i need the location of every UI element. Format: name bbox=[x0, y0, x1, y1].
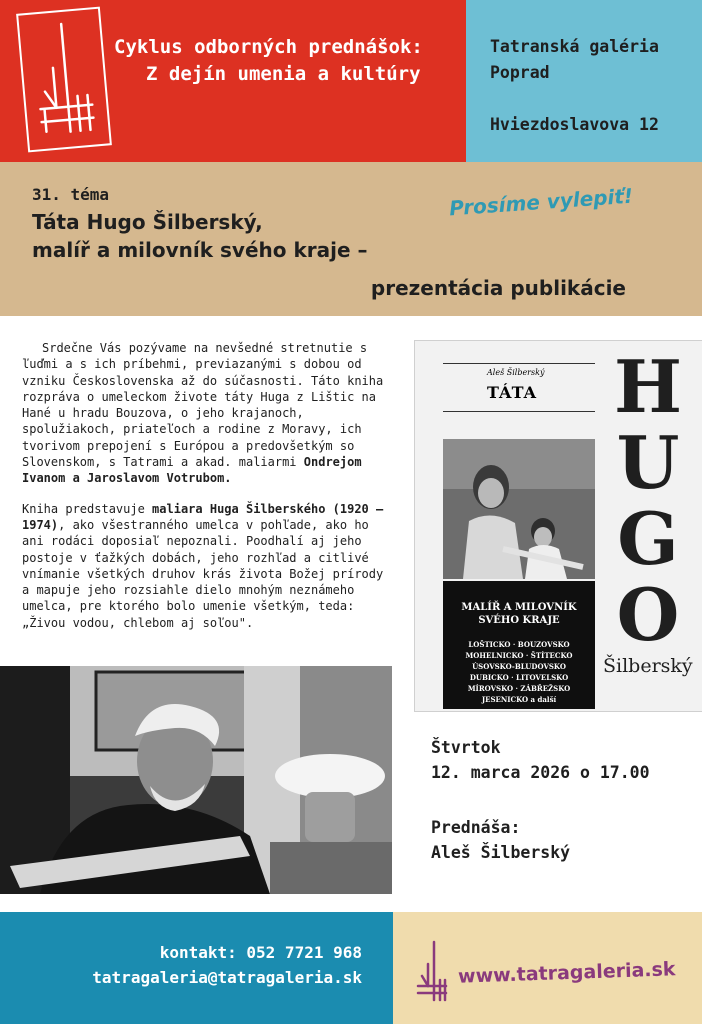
contact-email[interactable]: tatragaleria@tatragaleria.sk bbox=[92, 968, 362, 987]
paragraph-2-text-end: , ako všestranného umelca v pohľade, ako ho ani rodáci doposiaľ nepoznali. Poodhalí aj jeho postoje v ťažkých dobách, jeho rozhľad a citlivé vnímanie všetkých druhov krás života Božej prírody a mapuje jeho rozsiahle dielo mnohým neznámeho umelca, pre ktorého bolo umenie všetkým, teda: „Živou vodou, chlebom aj soľou". bbox=[22, 517, 384, 630]
event-datetime bbox=[431, 735, 650, 785]
lecture-series-title bbox=[114, 34, 423, 88]
book-title-hugo bbox=[593, 344, 702, 657]
contact-phone[interactable]: kontakt: 052 7721 968 bbox=[159, 943, 362, 962]
book-region-3: ÚSOVSKO-BLUDOVSKO bbox=[472, 662, 566, 671]
book-region-6: JESENICKO a další bbox=[481, 695, 557, 704]
gallery-logo-icon bbox=[414, 940, 450, 1004]
event-day: Štvrtok bbox=[431, 738, 501, 757]
book-author: Aleš Šilberský bbox=[487, 368, 545, 377]
book-subtitle-2: SVÉHO KRAJE bbox=[478, 615, 560, 626]
series-line-2: Z dejín umenia a kultúry bbox=[146, 63, 421, 85]
hugo-letter-g: G bbox=[617, 496, 679, 581]
paragraph-2-bold: maliara Huga Šilberského (1920 – 1974) bbox=[22, 501, 384, 532]
gallery-address: Hviezdoslavova 12 bbox=[490, 115, 659, 134]
paragraph-1 bbox=[22, 340, 394, 487]
contact-info bbox=[92, 940, 362, 990]
hugo-letter-u: U bbox=[616, 420, 680, 505]
event-speaker bbox=[431, 815, 570, 865]
book-rule-bottom bbox=[443, 411, 595, 412]
footer-logo bbox=[414, 940, 450, 1004]
paragraph-1-bold: Ondrejom Ivanom a Jaroslavom Votrubom. bbox=[22, 455, 362, 486]
paragraph-2 bbox=[22, 501, 394, 631]
topic-title bbox=[32, 208, 368, 264]
book-surname: Šilberský bbox=[603, 655, 693, 677]
portrait-illustration bbox=[0, 666, 392, 894]
book-regions bbox=[443, 639, 595, 705]
book-region-2: MOHELNICKO · ŠTÍTECKO bbox=[465, 651, 573, 660]
speaker-name: Aleš Šilberský bbox=[431, 843, 571, 862]
book-subtitle-1: MALÍŘ A MILOVNÍK bbox=[461, 602, 577, 613]
logo-icon bbox=[18, 9, 109, 150]
speaker-label: Prednáša: bbox=[431, 818, 521, 837]
cover-photo-illustration bbox=[443, 439, 595, 579]
topic-title-line-1: Táta Hugo Šilberský, bbox=[32, 210, 263, 234]
topic-subtitle: prezentácia publikácie bbox=[370, 276, 626, 300]
book-cover-image bbox=[414, 340, 702, 712]
invitation-text bbox=[22, 340, 394, 645]
paragraph-2-text-start: Kniha predstavuje bbox=[22, 501, 153, 516]
paragraph-1-text: Srdečne Vás pozývame na nevšedné stretnutie s ľuďmi a s ich príbehmi, previazanými s dobou od vzniku Československa až do súčasnosti. Táto kniha rozpráva o umeleckom živote táty Huga z Lištic na Hané u hradu Bouzova, o jeho krajanoch, spolužiakoch, priateľoch a rodine z Moravy, ich tvorivom prepojení s Európou a predovšetkým so Slovenskom, s Tatrami a akad. maliarmi bbox=[22, 341, 384, 470]
book-cover-photo bbox=[443, 439, 595, 579]
gallery-info bbox=[490, 34, 659, 138]
book-region-4: DUBICKO · LITOVELSKO bbox=[469, 673, 569, 682]
book-subtitle bbox=[443, 601, 595, 627]
book-rule-top bbox=[443, 363, 595, 364]
book-region-5: MÍROVSKO · ZÁBŘEŽSKO bbox=[467, 684, 571, 693]
hugo-letter-o: O bbox=[616, 572, 680, 657]
gallery-logo bbox=[16, 7, 112, 153]
artist-portrait-photo bbox=[0, 666, 392, 894]
please-post-stamp: Prosíme vylepiť! bbox=[448, 183, 634, 221]
header-red-panel bbox=[0, 0, 466, 162]
book-title-word: TÁTA bbox=[487, 383, 538, 402]
series-line-1: Cyklus odborných prednášok: bbox=[114, 36, 423, 58]
gallery-name-1: Tatranská galéria bbox=[490, 37, 659, 56]
book-cover-text-panel bbox=[443, 581, 595, 709]
topic-number: 31. téma bbox=[32, 185, 110, 204]
topic-title-line-2: malíř a milovník svého kraje – bbox=[32, 238, 368, 262]
event-date-time: 12. marca 2026 o 17.00 bbox=[431, 763, 650, 782]
website-link[interactable]: www.tatragaleria.sk bbox=[457, 958, 676, 988]
gallery-name-2: Poprad bbox=[490, 63, 550, 82]
hugo-letter-h: H bbox=[613, 344, 683, 429]
book-region-1: LOŠTICKO · BOUZOVSKO bbox=[468, 640, 570, 649]
